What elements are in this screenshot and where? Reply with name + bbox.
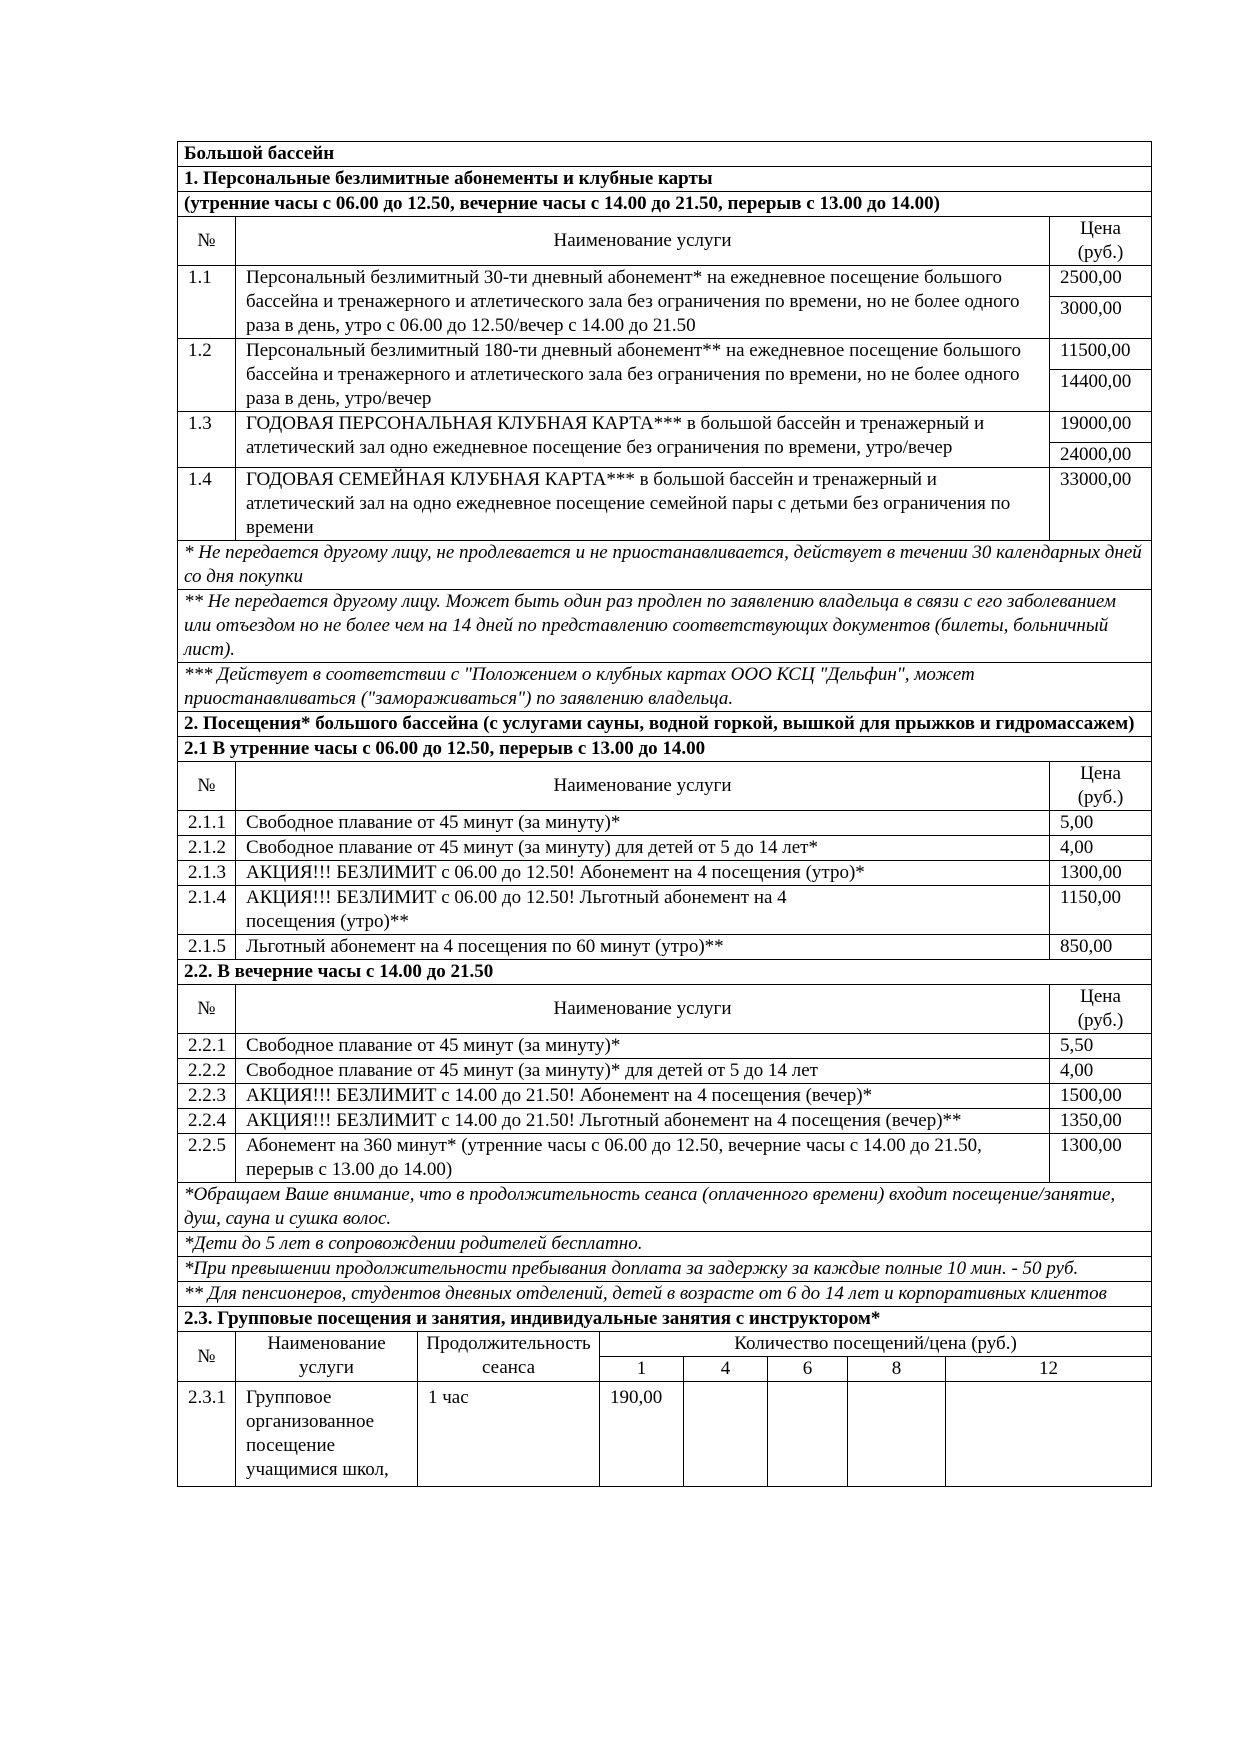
header-duration: Продолжительность сеанса <box>418 1332 600 1382</box>
row-name: Персональный безлимитный 30-ти дневный абонемент* на ежедневное посещение большого бассейна и тренажерного и атлетического зала без ограничения по времени, но не более одного раза в день, утро с 06.00 до 12.50/вечер с 14.00 до 21.50 <box>236 266 1050 339</box>
note-row <box>178 1232 1152 1257</box>
row-name: АКЦИЯ!!! БЕЗЛИМИТ с 14.00 до 21.50! Абонемент на 4 посещения (вечер)* <box>236 1084 1050 1109</box>
row-num: 2.1.2 <box>178 836 236 861</box>
note-row <box>178 590 1152 663</box>
note-row <box>178 1282 1152 1307</box>
row-price: 3000,00 <box>1050 297 1152 339</box>
evening-header-row <box>178 985 1152 1034</box>
table-row <box>178 266 1152 297</box>
morning-header-row <box>178 762 1152 811</box>
table-row <box>178 339 1152 370</box>
row-price <box>848 1382 946 1487</box>
visit-count: 1 <box>600 1357 684 1382</box>
header-visits: Количество посещений/цена (руб.) <box>600 1332 1152 1357</box>
visit-count: 6 <box>768 1357 848 1382</box>
row-num: 2.1.3 <box>178 861 236 886</box>
row-price: 190,00 <box>600 1382 684 1487</box>
row-num: 2.2.4 <box>178 1109 236 1134</box>
section1-heading-row <box>178 167 1152 192</box>
header-name: Наименование услуги <box>236 217 1050 266</box>
price-list-page <box>177 141 1151 1487</box>
header-num: № <box>178 217 236 266</box>
header-num: № <box>178 985 236 1034</box>
table-row <box>178 935 1152 960</box>
table-row <box>178 1084 1152 1109</box>
row-num: 1.4 <box>178 468 236 541</box>
footnote: ** Не передается другому лицу. Может быть один раз продлен по заявлению владельца в связи с его заболеванием или отъездом но не более чем на 14 дней по представлению соответствующих документов (билеты, больничный лист). <box>178 590 1152 663</box>
header-num: № <box>178 1332 236 1382</box>
note-row <box>178 1257 1152 1282</box>
table-row <box>178 412 1152 443</box>
row-price: 11500,00 <box>1050 339 1152 370</box>
evening-heading-row <box>178 960 1152 985</box>
row-name: Льготный абонемент на 4 посещения по 60 минут (утро)** <box>236 935 1050 960</box>
footnote: *Обращаем Ваше внимание, что в продолжительность сеанса (оплаченного времени) входит посещение/занятие, душ, сауна и сушка волос. <box>178 1183 1152 1232</box>
note-row <box>178 663 1152 712</box>
row-name: Свободное плавание от 45 минут (за минуту) для детей от 5 до 14 лет* <box>236 836 1050 861</box>
visit-count: 4 <box>684 1357 768 1382</box>
row-num: 1.3 <box>178 412 236 468</box>
row-name: АКЦИЯ!!! БЕЗЛИМИТ с 06.00 до 12.50! Абонемент на 4 посещения (утро)* <box>236 861 1050 886</box>
footnote: *** Действует в соответствии с "Положением о клубных картах ООО КСЦ "Дельфин", может приостанавливаться ("замораживаться") по заявлению владельца. <box>178 663 1152 712</box>
price-table <box>177 141 1152 1487</box>
visit-count: 12 <box>946 1357 1152 1382</box>
row-name: Абонемент на 360 минут* (утренние часы с 06.00 до 12.50, вечерние часы с 14.00 до 21.50, перерыв с 13.00 до 14.00) <box>236 1134 1050 1183</box>
row-price: 2500,00 <box>1050 266 1152 297</box>
note-row <box>178 1183 1152 1232</box>
evening-heading: 2.2. В вечерние часы с 14.00 до 21.50 <box>178 960 1152 985</box>
section2-heading-row <box>178 712 1152 737</box>
table-row <box>178 836 1152 861</box>
row-num: 2.1.5 <box>178 935 236 960</box>
note-row <box>178 541 1152 590</box>
section1-header-row <box>178 217 1152 266</box>
group-heading-row <box>178 1307 1152 1332</box>
header-price: Цена (руб.) <box>1050 217 1152 266</box>
row-price: 24000,00 <box>1050 443 1152 468</box>
header-name: Наименование услуги <box>236 1332 418 1382</box>
table-row <box>178 468 1152 541</box>
footnote: ** Для пенсионеров, студентов дневных отделений, детей в возрасте от 6 до 14 лет и корпоративных клиентов <box>178 1282 1152 1307</box>
header-name: Наименование услуги <box>236 985 1050 1034</box>
page-title: Большой бассейн <box>178 142 1152 167</box>
row-name: Свободное плавание от 45 минут (за минуту)* <box>236 1034 1050 1059</box>
row-price <box>768 1382 848 1487</box>
row-price: 1150,00 <box>1050 886 1152 935</box>
section1-heading: 1. Персональные безлимитные абонементы и клубные карты <box>178 167 1152 192</box>
row-price: 4,00 <box>1050 836 1152 861</box>
row-num: 2.1.4 <box>178 886 236 935</box>
row-name: Свободное плавание от 45 минут (за минуту)* <box>236 811 1050 836</box>
row-price: 19000,00 <box>1050 412 1152 443</box>
header-price: Цена (руб.) <box>1050 985 1152 1034</box>
row-num: 1.1 <box>178 266 236 339</box>
row-price: 850,00 <box>1050 935 1152 960</box>
visit-count: 8 <box>848 1357 946 1382</box>
row-num: 2.3.1 <box>178 1382 236 1487</box>
row-price: 1300,00 <box>1050 861 1152 886</box>
row-num: 2.2.1 <box>178 1034 236 1059</box>
table-row <box>178 1059 1152 1084</box>
header-num: № <box>178 762 236 811</box>
row-price: 5,50 <box>1050 1034 1152 1059</box>
table-row <box>178 1382 1152 1487</box>
table-row <box>178 811 1152 836</box>
row-name: АКЦИЯ!!! БЕЗЛИМИТ с 06.00 до 12.50! Льготный абонемент на 4 посещения (утро)** <box>236 886 1050 935</box>
row-duration: 1 час <box>418 1382 600 1487</box>
morning-heading: 2.1 В утренние часы с 06.00 до 12.50, перерыв с 13.00 до 14.00 <box>178 737 1152 762</box>
header-price: Цена (руб.) <box>1050 762 1152 811</box>
row-price: 5,00 <box>1050 811 1152 836</box>
row-name: Персональный безлимитный 180-ти дневный абонемент** на ежедневное посещение большого бассейна и тренажерного и атлетического зала без ограничения по времени, но не более одного раза в день, утро/вечер <box>236 339 1050 412</box>
row-name: Групповое организованное посещение учащимися школ, <box>236 1382 418 1487</box>
row-num: 2.2.5 <box>178 1134 236 1183</box>
section1-subheading: (утренние часы с 06.00 до 12.50, вечерние часы с 14.00 до 21.50, перерыв с 13.00 до 14.00) <box>178 192 1152 217</box>
table-row <box>178 1134 1152 1183</box>
row-num: 2.2.2 <box>178 1059 236 1084</box>
row-price: 1350,00 <box>1050 1109 1152 1134</box>
row-price: 1500,00 <box>1050 1084 1152 1109</box>
row-price: 33000,00 <box>1050 468 1152 541</box>
table-row <box>178 886 1152 935</box>
group-header-row <box>178 1332 1152 1357</box>
row-price <box>946 1382 1152 1487</box>
section1-subheading-row <box>178 192 1152 217</box>
table-row <box>178 861 1152 886</box>
row-num: 2.1.1 <box>178 811 236 836</box>
row-num: 1.2 <box>178 339 236 412</box>
row-price <box>684 1382 768 1487</box>
row-name: Свободное плавание от 45 минут (за минуту)* для детей от 5 до 14 лет <box>236 1059 1050 1084</box>
group-heading: 2.3. Групповые посещения и занятия, индивидуальные занятия с инструктором* <box>178 1307 1152 1332</box>
footnote: * Не передается другому лицу, не продлевается и не приостанавливается, действует в течении 30 календарных дней со дня покупки <box>178 541 1152 590</box>
morning-heading-row <box>178 737 1152 762</box>
row-name: ГОДОВАЯ ПЕРСОНАЛЬНАЯ КЛУБНАЯ КАРТА*** в большой бассейн и тренажерный и атлетический зал одно ежедневное посещение без ограничения по времени, утро/вечер <box>236 412 1050 468</box>
title-row <box>178 142 1152 167</box>
row-num: 2.2.3 <box>178 1084 236 1109</box>
row-price: 4,00 <box>1050 1059 1152 1084</box>
row-name: ГОДОВАЯ СЕМЕЙНАЯ КЛУБНАЯ КАРТА*** в большой бассейн и тренажерный и атлетический зал на одно ежедневное посещение семейной пары с детьми без ограничения по времени <box>236 468 1050 541</box>
row-price: 1300,00 <box>1050 1134 1152 1183</box>
footnote: *Дети до 5 лет в сопровождении родителей бесплатно. <box>178 1232 1152 1257</box>
row-price: 14400,00 <box>1050 370 1152 412</box>
section2-heading: 2. Посещения* большого бассейна (с услугами сауны, водной горкой, вышкой для прыжков и гидромассажем) <box>178 712 1152 737</box>
table-row <box>178 1109 1152 1134</box>
row-name: АКЦИЯ!!! БЕЗЛИМИТ с 14.00 до 21.50! Льготный абонемент на 4 посещения (вечер)** <box>236 1109 1050 1134</box>
header-name: Наименование услуги <box>236 762 1050 811</box>
footnote: *При превышении продолжительности пребывания доплата за задержку за каждые полные 10 мин. - 50 руб. <box>178 1257 1152 1282</box>
table-row <box>178 1034 1152 1059</box>
